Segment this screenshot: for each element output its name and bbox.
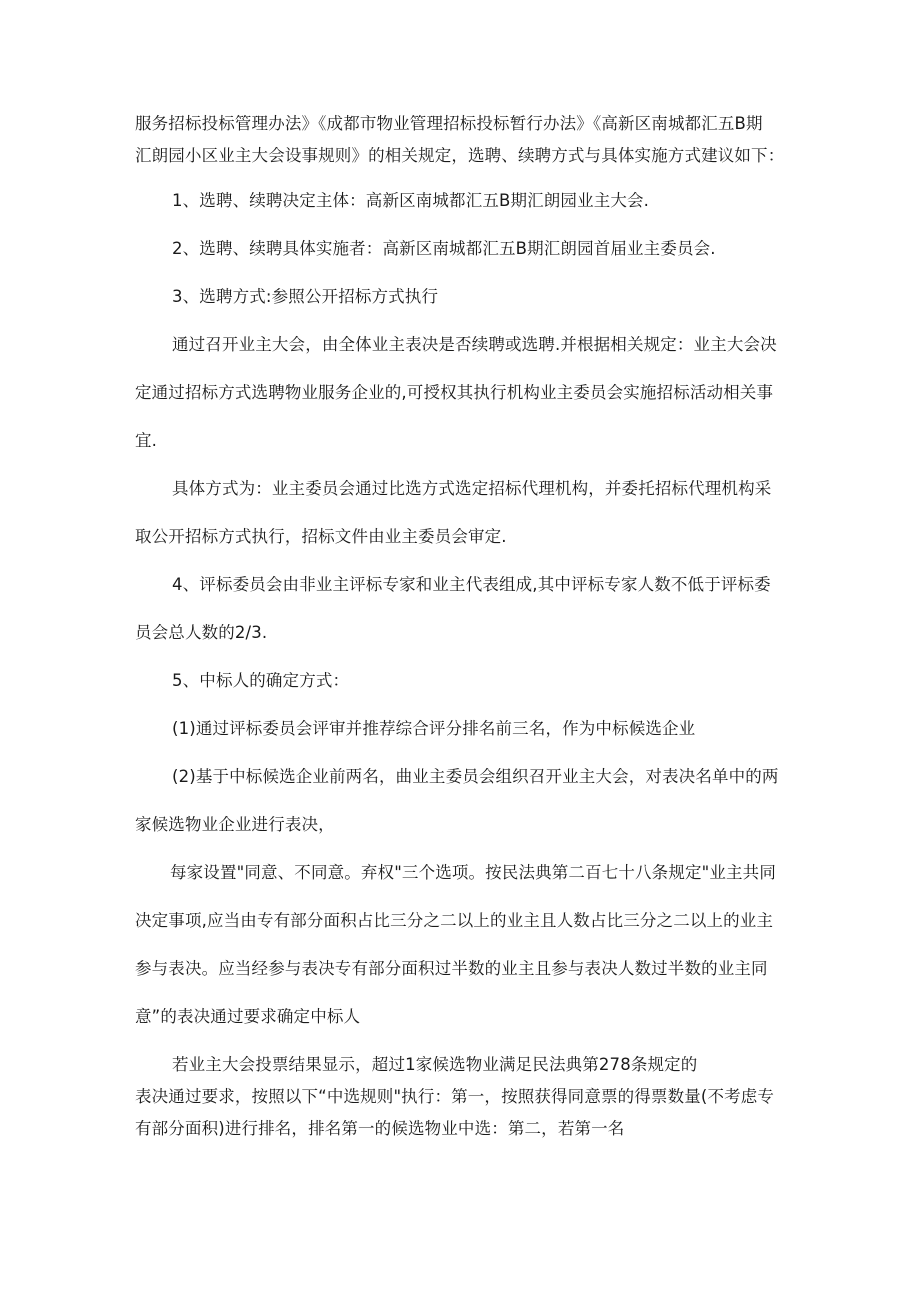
paragraph-line: 表决通过要求，按照以下“中选规则"执行：第一，按照获得同意票的得票数量(不考虑专	[135, 1087, 775, 1106]
list-item-1: 1、选聘、续聘决定主体：高新区南城都汇五B期汇朗园业主大会.	[172, 191, 650, 210]
paragraph-line: 具体方式为：业主委员会通过比选方式选定招标代理机构，并委托招标代理机构采	[172, 479, 772, 498]
sub-item-2: (2)基于中标候选企业前两名，曲业主委员会组织召开业主大会，对表决名单中的两	[172, 767, 779, 786]
paragraph-line: 员会总人数的2/3.	[135, 623, 268, 642]
paragraph-line: 取公开招标方式执行，招标文件由业主委员会审定.	[135, 527, 507, 546]
paragraph-line: 通过召开业主大会，由全体业主表决是否续聘或选聘.并根据相关规定：业主大会决	[172, 335, 777, 354]
text-line: 服务招标投标管理办法》《成都市物业管理招标投标暂行办法》《高新区南城都汇五B期	[135, 114, 763, 133]
paragraph-line: 定通过招标方式选聘物业服务企业的,可授权其执行机构业主委员会实施招标活动相关事	[135, 383, 774, 402]
list-item-2: 2、选聘、续聘具体实施者：高新区南城都汇五B期汇朗园首届业主委员会.	[172, 239, 716, 258]
text-line: 汇朗园小区业主大会设事规则》的相关规定，选聘、续聘方式与具体实施方式建议如下：	[135, 146, 785, 165]
sub-item-1: (1)通过评标委员会评审并推荐综合评分排名前三名，作为中标候选企业	[172, 719, 696, 738]
list-item-5: 5、中标人的确定方式：	[172, 671, 350, 690]
list-item-3: 3、选聘方式:参照公开招标方式执行	[172, 287, 439, 306]
paragraph-line: 家候选物业企业进行表决，	[135, 815, 335, 834]
paragraph-line: 每家设置"同意、不同意。弃权"三个选项。按民法典第二百七十八条规定"业主共同	[170, 863, 776, 882]
paragraph-line: 宜.	[135, 431, 158, 450]
paragraph-line: 决定事项,应当由专有部分面积占比三分之二以上的业主且人数占比三分之二以上的业主	[135, 911, 774, 930]
paragraph-line: 有部分面积)进行排名，排名第一的候选物业中选：第二，若第一名	[135, 1119, 625, 1138]
paragraph-line: 意”的表决通过要求确定中标人	[135, 1007, 361, 1026]
paragraph-line: 若业主大会投票结果显示，超过1家候选物业满足民法典第278条规定的	[172, 1055, 698, 1074]
list-item-4: 4、评标委员会由非业主评标专家和业主代表组成,其中评标专家人数不低于评标委	[172, 575, 771, 594]
paragraph-line: 参与表决。应当经参与表决专有部分面积过半数的业主且参与表决人数过半数的业主同	[135, 959, 768, 978]
